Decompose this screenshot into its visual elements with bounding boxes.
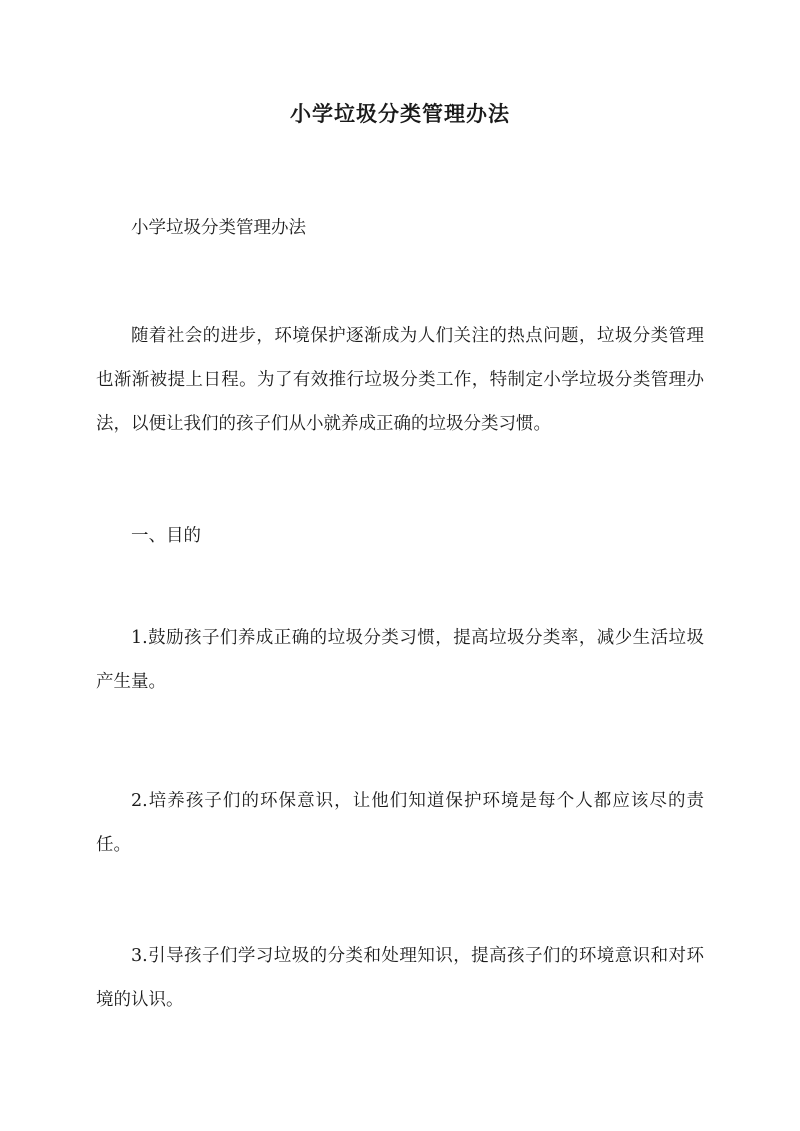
intro-paragraph: 随着社会的进步，环境保护逐渐成为人们关注的热点问题，垃圾分类管理也渐渐被提上日程。为了有效推行垃圾分类工作，特制定小学垃圾分类管理办法，以便让我们的孩子们从小就养成正确的垃圾分类习惯。 bbox=[96, 326, 704, 434]
document-subtitle: 小学垃圾分类管理办法 bbox=[131, 218, 306, 238]
purpose-item-2: 2.培养孩子们的环保意识，让他们知道保护环境是每个人都应该尽的责任。 bbox=[96, 791, 704, 855]
section-heading-purpose: 一、目的 bbox=[131, 526, 201, 546]
purpose-item-1: 1.鼓励孩子们养成正确的垃圾分类习惯，提高垃圾分类率，减少生活垃圾产生量。 bbox=[96, 628, 704, 692]
document-title: 小学垃圾分类管理办法 bbox=[290, 101, 510, 126]
purpose-item-3: 3.引导孩子们学习垃圾的分类和处理知识，提高孩子们的环境意识和对环境的认识。 bbox=[96, 946, 704, 1010]
